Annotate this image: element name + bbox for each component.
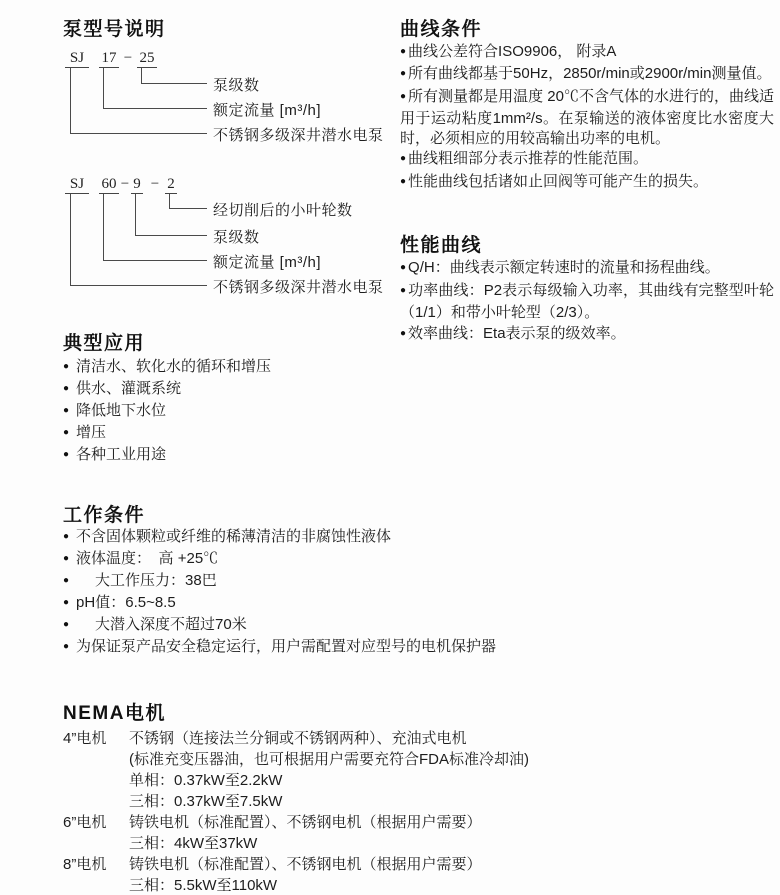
callout-line (141, 68, 142, 83)
callout-line (169, 208, 207, 209)
callout-line (135, 235, 207, 236)
nema-row-8inch (63, 854, 723, 895)
performance-curves-list (400, 258, 774, 346)
section-title-working-conditions: 工作条件 (63, 505, 146, 526)
motor-size-label: 4”电机 (63, 730, 107, 747)
motor-spec-lines (129, 812, 723, 854)
motor-size-label: 8”电机 (63, 856, 107, 873)
curve-conditions-list (400, 42, 774, 194)
list-item: ● 效率曲线：Eta表示泵的级效率。 (400, 324, 774, 347)
callout-line (135, 194, 136, 235)
model-segment-prefix: SJ (65, 176, 89, 194)
model-label-pump-type: 不锈钢多级深井潜水电泵 (213, 127, 384, 144)
callout-line (70, 68, 71, 133)
list-item: ● 不含固体颗粒或纤维的稀薄清洁的非腐蚀性液体 (63, 526, 713, 548)
model-segment-prefix: SJ (65, 50, 89, 68)
nema-row-6inch (63, 812, 723, 854)
motor-spec-line: 铸铁电机（标准配置）、不锈钢电机（根据用户需要） (129, 856, 482, 873)
list-item: ● 性能曲线包括诸如止回阀等可能产生的损失。 (400, 172, 774, 194)
motor-spec-line: 三相：5.5kW至110kW (129, 877, 278, 894)
motor-spec-lines (129, 728, 723, 812)
model-segment-impellers: 2 (165, 176, 177, 194)
list-item: ● 功率曲线：P2表示每级输入功率，其曲线有完整型叶轮（1/1）和带小叶轮型（2/3）。 (400, 281, 774, 324)
list-item: ● pH值：6.5~8.5 (63, 592, 713, 614)
model-label-cut-impellers: 经切削后的小叶轮数 (213, 202, 353, 219)
section-title-performance-curves: 性能曲线 (400, 235, 483, 256)
motor-spec-line: (标准充变压器油，也可根据用户需要充符合FDA标准冷却油) (129, 751, 529, 768)
callout-line (70, 285, 207, 286)
motor-spec-line: 不锈钢（连接法兰分铜或不锈钢两种）、充油式电机 (129, 730, 467, 747)
list-item: ● 曲线公差符合ISO9906， 附录A (400, 42, 774, 64)
list-item: ● 清洁水、软化水的循环和增压 (63, 356, 393, 378)
list-item: ● 增压 (63, 422, 393, 444)
callout-line (169, 194, 170, 208)
section-title-typical-applications: 典型应用 (63, 333, 146, 354)
callout-line (103, 68, 104, 108)
list-item: ● 大潜入深度不超过70米 (63, 614, 713, 636)
list-item: ● 大工作压力：38巴 (63, 570, 713, 592)
callout-line (103, 108, 207, 109)
section-title-pump-model: 泵型号说明 (63, 19, 166, 40)
section-title-curve-conditions: 曲线条件 (400, 19, 483, 40)
model-segment-flow: 60 (99, 176, 119, 194)
working-conditions-list (63, 526, 713, 658)
motor-spec-line: 铸铁电机（标准配置）、不锈钢电机（根据用户需要） (129, 814, 482, 831)
callout-line (103, 194, 104, 260)
list-item: ● 曲线粗细部分表示推荐的性能范围。 (400, 149, 774, 171)
list-item: ● 降低地下水位 (63, 400, 393, 422)
list-item: ● 液体温度： 高 +25℃ (63, 548, 713, 570)
list-item: ● 所有曲线都基于50Hz，2850r/min或2900r/min测量值。 (400, 64, 774, 86)
model-segment-dash: − (150, 176, 160, 192)
model-label-stages: 泵级数 (213, 229, 260, 246)
motor-spec-lines (129, 854, 723, 895)
list-item: ● 供水、灌溉系统 (63, 378, 393, 400)
model-segment-flow: 17 (99, 50, 119, 68)
model-segment-dash: − (120, 176, 130, 192)
section-title-nema-motors: NEMA电机 (63, 703, 166, 724)
list-item: ● Q/H：曲线表示额定转速时的流量和扬程曲线。 (400, 258, 774, 281)
model-label-pump-type: 不锈钢多级深井潜水电泵 (213, 279, 384, 296)
motor-spec-line: 单相：0.37kW至2.2kW (129, 772, 283, 789)
motor-size-label: 6”电机 (63, 814, 107, 831)
model-label-rated-flow: 额定流量 [m³/h] (213, 254, 322, 271)
model-diagram-sj-60-9-2 (65, 176, 410, 301)
model-segment-dash: − (123, 50, 133, 66)
callout-line (103, 260, 207, 261)
callout-line (70, 194, 71, 285)
nema-row-4inch (63, 728, 723, 812)
list-item: ● 所有测量都是用温度 20℃不含气体的水进行的，曲线适用于运动粘度1mm²/s。在泵输送的液体密度比水密度大时，必须相应的用较高输出功率的电机。 (400, 87, 774, 150)
model-label-rated-flow: 额定流量 [m³/h] (213, 102, 322, 119)
model-label-stages: 泵级数 (213, 77, 260, 94)
model-segment-stages: 25 (137, 50, 157, 68)
motor-spec-line: 三相：0.37kW至7.5kW (129, 793, 283, 810)
callout-line (141, 83, 207, 84)
typical-applications-list (63, 356, 393, 466)
list-item: ● 为保证泵产品安全稳定运行，用户需配置对应型号的电机保护器 (63, 636, 713, 658)
model-segment-stages: 9 (131, 176, 143, 194)
model-diagram-sj-17-25 (65, 50, 410, 150)
motor-spec-line: 三相：4kW至37kW (129, 835, 258, 852)
callout-line (70, 133, 207, 134)
list-item: ● 各种工业用途 (63, 444, 393, 466)
nema-motor-table (63, 728, 723, 895)
